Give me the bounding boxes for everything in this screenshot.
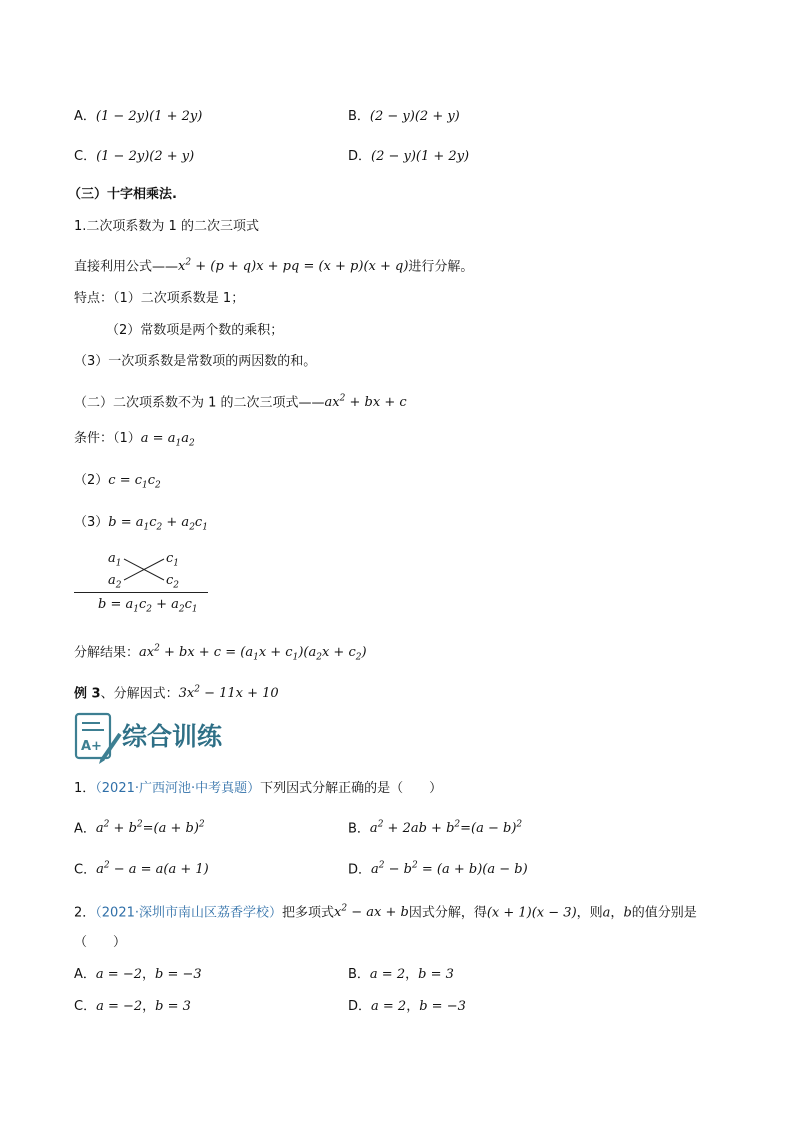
option-c: C．(1 − 2y)(2 + y) bbox=[74, 149, 195, 164]
cross-c2: $c_2$ bbox=[166, 573, 180, 591]
method-heading: （三）十字相乘法. bbox=[68, 187, 177, 202]
cross-a2: $a_2$ bbox=[108, 573, 122, 591]
cross-result: $b = a_1c_2 + a_2c_1$ bbox=[98, 597, 198, 615]
cross-lines bbox=[120, 556, 170, 584]
cross-a1: $a_1$ bbox=[108, 551, 122, 569]
q2-option-d: D．a = 2，b = −3 bbox=[348, 999, 466, 1014]
condition-1: 条件：$(1)a = a_1a_2$ bbox=[74, 431, 195, 449]
q2-bracket: （ ） bbox=[74, 935, 127, 950]
q2-option-a: A．a = −2，b = −3 bbox=[74, 967, 202, 982]
q1-option-a: A．$a^2 + b^2=(a + b)^2$ bbox=[74, 820, 205, 837]
condition-2: $(2)c = c_1c_2$ bbox=[74, 473, 161, 491]
example-3: 例 3、分解因式：$3x^2 - 11x + 10$ bbox=[74, 685, 279, 702]
feature-1: 特点：（1）二次项系数是 1； bbox=[74, 291, 245, 306]
option-d: D．(2 − y)(1 + 2y) bbox=[348, 149, 470, 164]
formula: $x^2 + (p + q)x$ + pq = (x + p)(x + q) bbox=[178, 258, 409, 275]
option-a: A．(1 − 2y)(1 + 2y) bbox=[74, 109, 203, 124]
option-b: B．(2 − y)(2 + y) bbox=[348, 109, 460, 124]
question-1: 1．（2021·广西河池·中考真题）下列因式分解正确的是（ ） bbox=[74, 781, 443, 796]
section-title: 综合训练 bbox=[122, 722, 223, 751]
question-2: 2．（2021·深圳市南山区荔香学校）把多项式$x^2$ − ax + b因式分解，得(x + 1)(x − 3)，则a，b的值分别是 bbox=[74, 904, 697, 921]
feature-2: （2）常数项是两个数的乘积； bbox=[106, 323, 284, 338]
cross-divider bbox=[74, 592, 208, 593]
cross-c1: $c_1$ bbox=[166, 551, 180, 569]
subheading-2: （二）二次项系数不为 1 的二次三项式$——ax^2$ + bx + c bbox=[74, 394, 407, 411]
q1-option-c: C．$a^2 - a = a(a + 1)$ bbox=[74, 861, 209, 878]
q1-option-d: D．$a^2 - b^2 = (a + b)(a - b)$ bbox=[348, 861, 528, 878]
formula-line: 直接利用公式$——x^2 + (p + q)x$ + pq = (x + p)(x + q)进行分解。 bbox=[74, 258, 474, 275]
q2-option-b: B．a = 2，b = 3 bbox=[348, 967, 454, 982]
subheading-1: 1.二次项系数为 1 的二次三项式 bbox=[74, 219, 259, 234]
q1-option-b: B．$a^2 + 2ab + b^2=(a - b)^2$ bbox=[348, 820, 523, 837]
training-icon bbox=[72, 710, 126, 766]
q2-option-c: C．a = −2，b = 3 bbox=[74, 999, 191, 1014]
condition-3: $(3)b = a_1c_2 + a_2c_1$ bbox=[74, 515, 208, 533]
feature-3: （3）一次项系数是常数项的两因数的和。 bbox=[74, 354, 317, 369]
factorization-result: 分解结果：$ax^2$ + bx + $c = (a_1x + c_1)(a_2x + c_2)$ bbox=[74, 644, 367, 663]
svg-text:A+: A+ bbox=[81, 739, 102, 754]
